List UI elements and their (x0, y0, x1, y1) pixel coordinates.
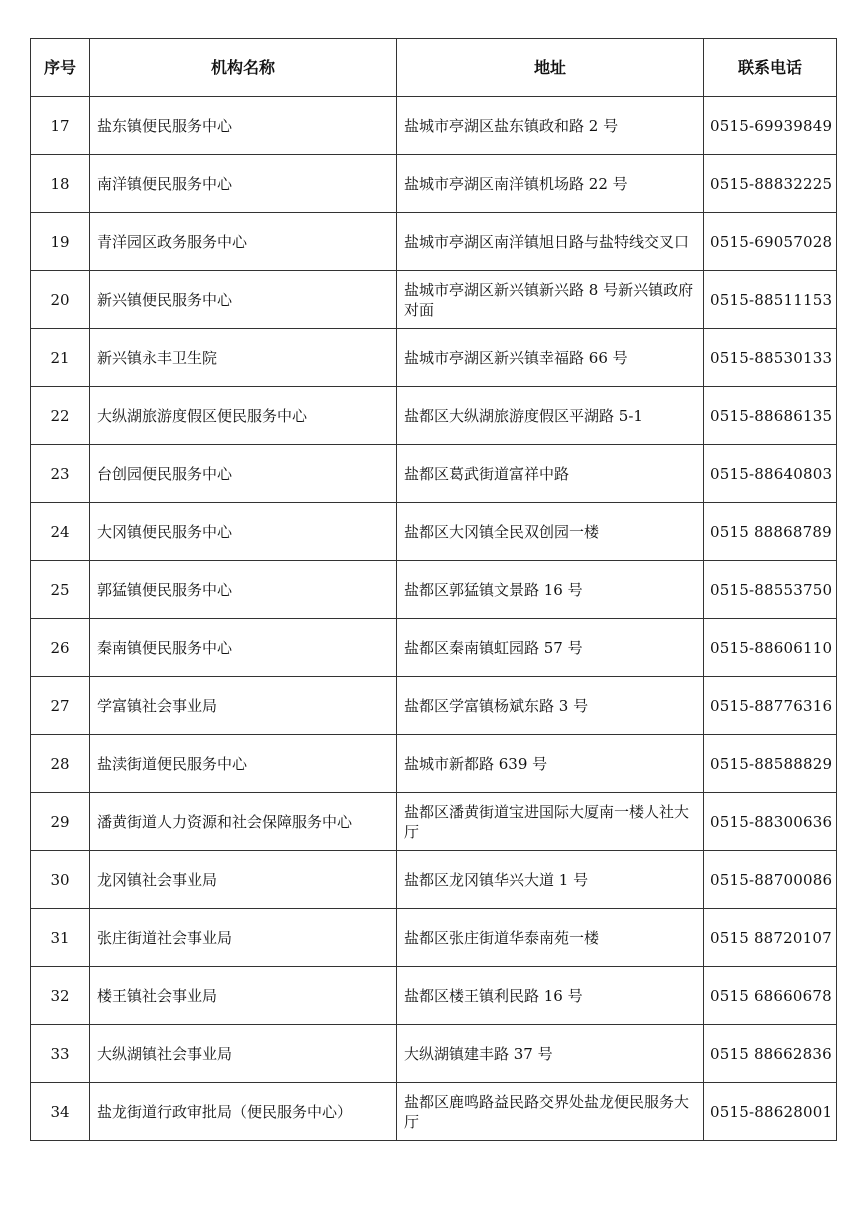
row-no: 25 (31, 561, 90, 619)
row-address: 盐都区学富镇杨斌东路 3 号 (397, 677, 704, 735)
table-body (31, 97, 837, 1141)
row-address: 盐都区葛武街道富祥中路 (397, 445, 704, 503)
row-name: 潘黄街道人力资源和社会保障服务中心 (90, 793, 397, 851)
row-phone: 0515 88720107 (704, 909, 837, 967)
row-no: 21 (31, 329, 90, 387)
table-row (31, 735, 837, 793)
row-no: 26 (31, 619, 90, 677)
row-address: 盐城市亭湖区南洋镇旭日路与盐特线交叉口 (397, 213, 704, 271)
row-no: 33 (31, 1025, 90, 1083)
table-row (31, 1083, 837, 1141)
row-no: 31 (31, 909, 90, 967)
row-no: 29 (31, 793, 90, 851)
row-name: 新兴镇便民服务中心 (90, 271, 397, 329)
row-address: 盐城市亭湖区新兴镇幸福路 66 号 (397, 329, 704, 387)
row-no: 18 (31, 155, 90, 213)
row-name: 新兴镇永丰卫生院 (90, 329, 397, 387)
row-phone: 0515-88606110 (704, 619, 837, 677)
table-row (31, 677, 837, 735)
row-phone: 0515 68660678 (704, 967, 837, 1025)
row-name: 盐龙街道行政审批局（便民服务中心） (90, 1083, 397, 1141)
row-address: 盐都区大纵湖旅游度假区平湖路 5-1 (397, 387, 704, 445)
table-row (31, 561, 837, 619)
table-row (31, 271, 837, 329)
row-address: 盐都区大冈镇全民双创园一楼 (397, 503, 704, 561)
table-header-row (31, 39, 837, 97)
row-phone: 0515 88662836 (704, 1025, 837, 1083)
row-no: 24 (31, 503, 90, 561)
table-row (31, 329, 837, 387)
row-address: 盐城市亭湖区新兴镇新兴路 8 号新兴镇政府对面 (397, 271, 704, 329)
row-phone: 0515-88553750 (704, 561, 837, 619)
row-phone: 0515 88868789 (704, 503, 837, 561)
row-phone: 0515-88700086 (704, 851, 837, 909)
row-address: 盐都区龙冈镇华兴大道 1 号 (397, 851, 704, 909)
row-name: 学富镇社会事业局 (90, 677, 397, 735)
row-name: 龙冈镇社会事业局 (90, 851, 397, 909)
row-phone: 0515-88628001 (704, 1083, 837, 1141)
row-name: 盐东镇便民服务中心 (90, 97, 397, 155)
row-phone: 0515-88776316 (704, 677, 837, 735)
row-address: 盐都区郭猛镇文景路 16 号 (397, 561, 704, 619)
row-name: 秦南镇便民服务中心 (90, 619, 397, 677)
row-no: 19 (31, 213, 90, 271)
table-row (31, 619, 837, 677)
row-no: 17 (31, 97, 90, 155)
row-no: 27 (31, 677, 90, 735)
header-phone: 联系电话 (704, 39, 837, 97)
row-phone: 0515-88530133 (704, 329, 837, 387)
row-phone: 0515-88640803 (704, 445, 837, 503)
table-row (31, 503, 837, 561)
row-address: 盐都区秦南镇虹园路 57 号 (397, 619, 704, 677)
row-address: 盐城市亭湖区盐东镇政和路 2 号 (397, 97, 704, 155)
row-address: 盐都区楼王镇利民路 16 号 (397, 967, 704, 1025)
row-address: 盐城市亭湖区南洋镇机场路 22 号 (397, 155, 704, 213)
table-row (31, 909, 837, 967)
row-address: 盐都区鹿鸣路益民路交界处盐龙便民服务大厅 (397, 1083, 704, 1141)
row-name: 郭猛镇便民服务中心 (90, 561, 397, 619)
row-phone: 0515-69057028 (704, 213, 837, 271)
table-row (31, 213, 837, 271)
row-no: 28 (31, 735, 90, 793)
table-row (31, 1025, 837, 1083)
row-phone: 0515-88511153 (704, 271, 837, 329)
row-name: 大纵湖镇社会事业局 (90, 1025, 397, 1083)
row-phone: 0515-69939849 (704, 97, 837, 155)
row-name: 台创园便民服务中心 (90, 445, 397, 503)
row-no: 22 (31, 387, 90, 445)
row-name: 青洋园区政务服务中心 (90, 213, 397, 271)
row-no: 20 (31, 271, 90, 329)
row-no: 30 (31, 851, 90, 909)
row-name: 张庄街道社会事业局 (90, 909, 397, 967)
header-no: 序号 (31, 39, 90, 97)
row-phone: 0515-88588829 (704, 735, 837, 793)
row-address: 盐都区潘黄街道宝进国际大厦南一楼人社大厅 (397, 793, 704, 851)
row-address: 盐城市新都路 639 号 (397, 735, 704, 793)
table-row (31, 387, 837, 445)
table-row (31, 793, 837, 851)
service-center-table (30, 38, 837, 1141)
header-address: 地址 (397, 39, 704, 97)
row-no: 32 (31, 967, 90, 1025)
table-row (31, 967, 837, 1025)
table-row (31, 445, 837, 503)
row-phone: 0515-88686135 (704, 387, 837, 445)
row-address: 大纵湖镇建丰路 37 号 (397, 1025, 704, 1083)
row-phone: 0515-88300636 (704, 793, 837, 851)
row-phone: 0515-88832225 (704, 155, 837, 213)
row-no: 34 (31, 1083, 90, 1141)
row-name: 大纵湖旅游度假区便民服务中心 (90, 387, 397, 445)
row-address: 盐都区张庄街道华泰南苑一楼 (397, 909, 704, 967)
row-name: 楼王镇社会事业局 (90, 967, 397, 1025)
row-no: 23 (31, 445, 90, 503)
row-name: 盐渎街道便民服务中心 (90, 735, 397, 793)
header-name: 机构名称 (90, 39, 397, 97)
table-row (31, 97, 837, 155)
table-row (31, 155, 837, 213)
row-name: 南洋镇便民服务中心 (90, 155, 397, 213)
row-name: 大冈镇便民服务中心 (90, 503, 397, 561)
table-row (31, 851, 837, 909)
